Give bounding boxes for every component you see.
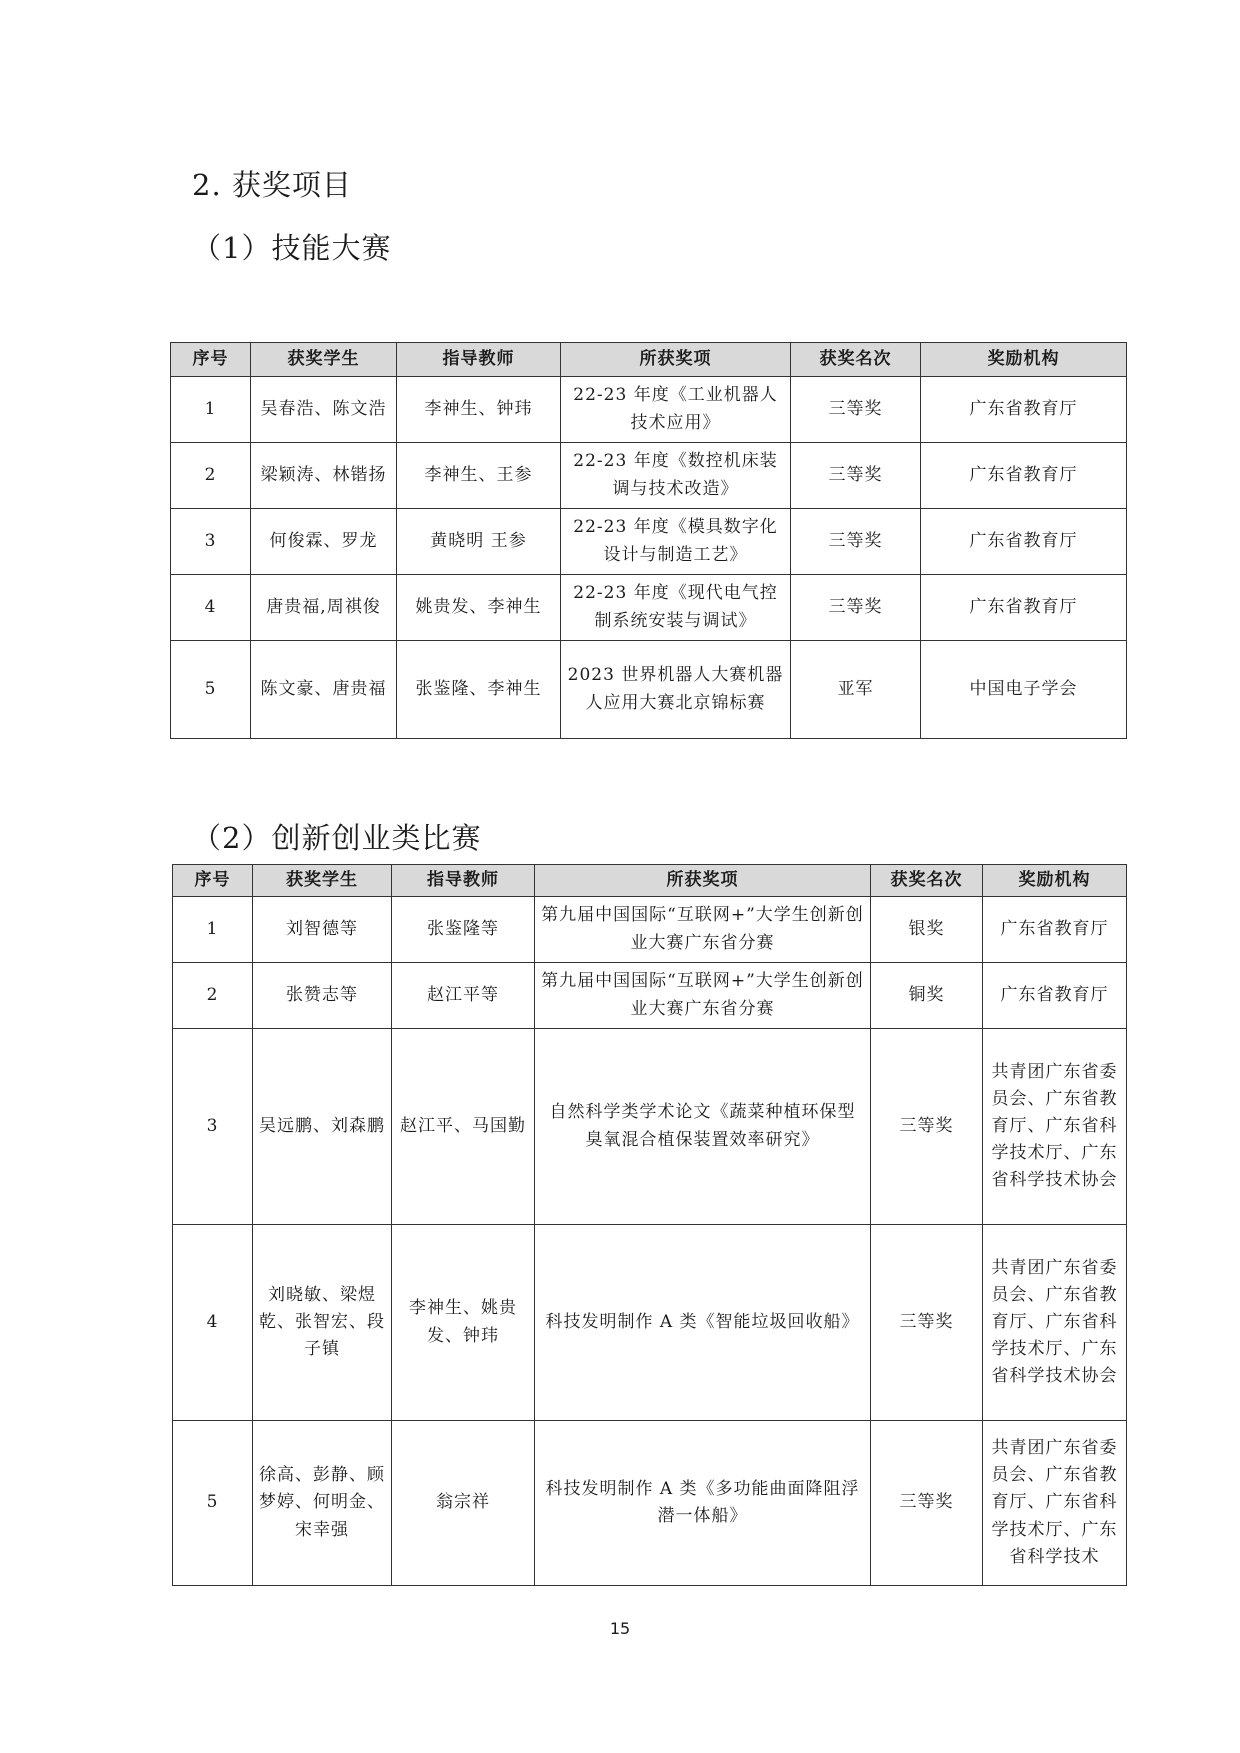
cell-org: 中国电子学会 xyxy=(921,641,1127,739)
table-row xyxy=(173,1421,1127,1586)
cell-students: 刘智德等 xyxy=(253,897,392,963)
table-row xyxy=(171,575,1127,641)
header-students: 获奖学生 xyxy=(251,343,397,377)
cell-award: 第九届中国国际“互联网+”大学生创新创业大赛广东省分赛 xyxy=(535,897,871,963)
table-row xyxy=(173,897,1127,963)
innovation-competition-table xyxy=(172,864,1127,1586)
cell-no: 2 xyxy=(171,443,251,509)
cell-students: 吴远鹏、刘森鹏 xyxy=(253,1029,392,1225)
cell-org: 广东省教育厅 xyxy=(921,575,1127,641)
table-row xyxy=(171,377,1127,443)
cell-rank: 三等奖 xyxy=(791,377,921,443)
cell-teachers: 翁宗祥 xyxy=(392,1421,535,1586)
cell-rank: 三等奖 xyxy=(871,1225,983,1421)
table-row xyxy=(171,641,1127,739)
cell-no: 5 xyxy=(171,641,251,739)
cell-teachers: 李神生、姚贵发、钟玮 xyxy=(392,1225,535,1421)
cell-org: 广东省教育厅 xyxy=(983,897,1127,963)
cell-org: 广东省教育厅 xyxy=(921,509,1127,575)
cell-rank: 三等奖 xyxy=(871,1029,983,1225)
cell-rank: 三等奖 xyxy=(871,1421,983,1586)
header-rank: 获奖名次 xyxy=(871,865,983,897)
cell-rank: 铜奖 xyxy=(871,963,983,1029)
table-row xyxy=(173,1225,1127,1421)
page-number: 15 xyxy=(609,1619,631,1638)
cell-students: 徐高、彭静、顾梦婷、何明金、宋幸强 xyxy=(253,1421,392,1586)
header-award: 所获奖项 xyxy=(561,343,791,377)
cell-award: 22-23 年度《数控机床装调与技术改造》 xyxy=(561,443,791,509)
header-org: 奖励机构 xyxy=(983,865,1127,897)
skills-competition-table xyxy=(170,342,1127,739)
header-no: 序号 xyxy=(173,865,253,897)
cell-students: 何俊霖、罗龙 xyxy=(251,509,397,575)
cell-award: 科技发明制作 A 类《智能垃圾回收船》 xyxy=(535,1225,871,1421)
cell-students: 梁颖涛、林锴扬 xyxy=(251,443,397,509)
cell-no: 4 xyxy=(171,575,251,641)
cell-teachers: 张鉴隆等 xyxy=(392,897,535,963)
header-award: 所获奖项 xyxy=(535,865,871,897)
cell-teachers: 张鉴隆、李神生 xyxy=(397,641,561,739)
table-header-row xyxy=(173,865,1127,897)
cell-teachers: 黄晓明 王参 xyxy=(397,509,561,575)
cell-no: 4 xyxy=(173,1225,253,1421)
cell-students: 陈文豪、唐贵福 xyxy=(251,641,397,739)
cell-org: 共青团广东省委员会、广东省教育厅、广东省科学技术厅、广东省科学技术 xyxy=(983,1421,1127,1586)
cell-teachers: 赵江平、马国勤 xyxy=(392,1029,535,1225)
cell-rank: 亚军 xyxy=(791,641,921,739)
cell-students: 唐贵福,周祺俊 xyxy=(251,575,397,641)
header-teachers: 指导教师 xyxy=(397,343,561,377)
header-students: 获奖学生 xyxy=(253,865,392,897)
cell-no: 5 xyxy=(173,1421,253,1586)
cell-rank: 三等奖 xyxy=(791,575,921,641)
cell-award: 2023 世界机器人大赛机器人应用大赛北京锦标赛 xyxy=(561,641,791,739)
cell-award: 22-23 年度《现代电气控制系统安装与调试》 xyxy=(561,575,791,641)
cell-students: 刘晓敏、梁煜乾、张智宏、段子镇 xyxy=(253,1225,392,1421)
cell-teachers: 李神生、王参 xyxy=(397,443,561,509)
table-row xyxy=(173,963,1127,1029)
table-row xyxy=(171,443,1127,509)
cell-teachers: 赵江平等 xyxy=(392,963,535,1029)
table-row xyxy=(173,1029,1127,1225)
table-header-row xyxy=(171,343,1127,377)
cell-no: 2 xyxy=(173,963,253,1029)
cell-org: 广东省教育厅 xyxy=(921,443,1127,509)
cell-rank: 银奖 xyxy=(871,897,983,963)
header-rank: 获奖名次 xyxy=(791,343,921,377)
cell-rank: 三等奖 xyxy=(791,509,921,575)
cell-award: 科技发明制作 A 类《多功能曲面降阻浮潜一体船》 xyxy=(535,1421,871,1586)
cell-award: 22-23 年度《工业机器人技术应用》 xyxy=(561,377,791,443)
cell-teachers: 李神生、钟玮 xyxy=(397,377,561,443)
cell-no: 1 xyxy=(171,377,251,443)
cell-award: 第九届中国国际“互联网+”大学生创新创业大赛广东省分赛 xyxy=(535,963,871,1029)
cell-no: 3 xyxy=(171,509,251,575)
cell-award: 自然科学类学术论文《蔬菜种植环保型臭氧混合植保装置效率研究》 xyxy=(535,1029,871,1225)
header-no: 序号 xyxy=(171,343,251,377)
cell-students: 吴春浩、陈文浩 xyxy=(251,377,397,443)
subsection-title-innovation: （2）创新创业类比赛 xyxy=(192,821,482,855)
cell-no: 3 xyxy=(173,1029,253,1225)
header-org: 奖励机构 xyxy=(921,343,1127,377)
cell-teachers: 姚贵发、李神生 xyxy=(397,575,561,641)
cell-no: 1 xyxy=(173,897,253,963)
cell-org: 广东省教育厅 xyxy=(921,377,1127,443)
cell-students: 张赞志等 xyxy=(253,963,392,1029)
cell-rank: 三等奖 xyxy=(791,443,921,509)
cell-award: 22-23 年度《模具数字化设计与制造工艺》 xyxy=(561,509,791,575)
section-title: 2. 获奖项目 xyxy=(192,168,352,202)
cell-org: 广东省教育厅 xyxy=(983,963,1127,1029)
subsection-title-skills: （1）技能大赛 xyxy=(192,231,392,265)
header-teachers: 指导教师 xyxy=(392,865,535,897)
cell-org: 共青团广东省委员会、广东省教育厅、广东省科学技术厅、广东省科学技术协会 xyxy=(983,1029,1127,1225)
cell-org: 共青团广东省委员会、广东省教育厅、广东省科学技术厅、广东省科学技术协会 xyxy=(983,1225,1127,1421)
table-row xyxy=(171,509,1127,575)
